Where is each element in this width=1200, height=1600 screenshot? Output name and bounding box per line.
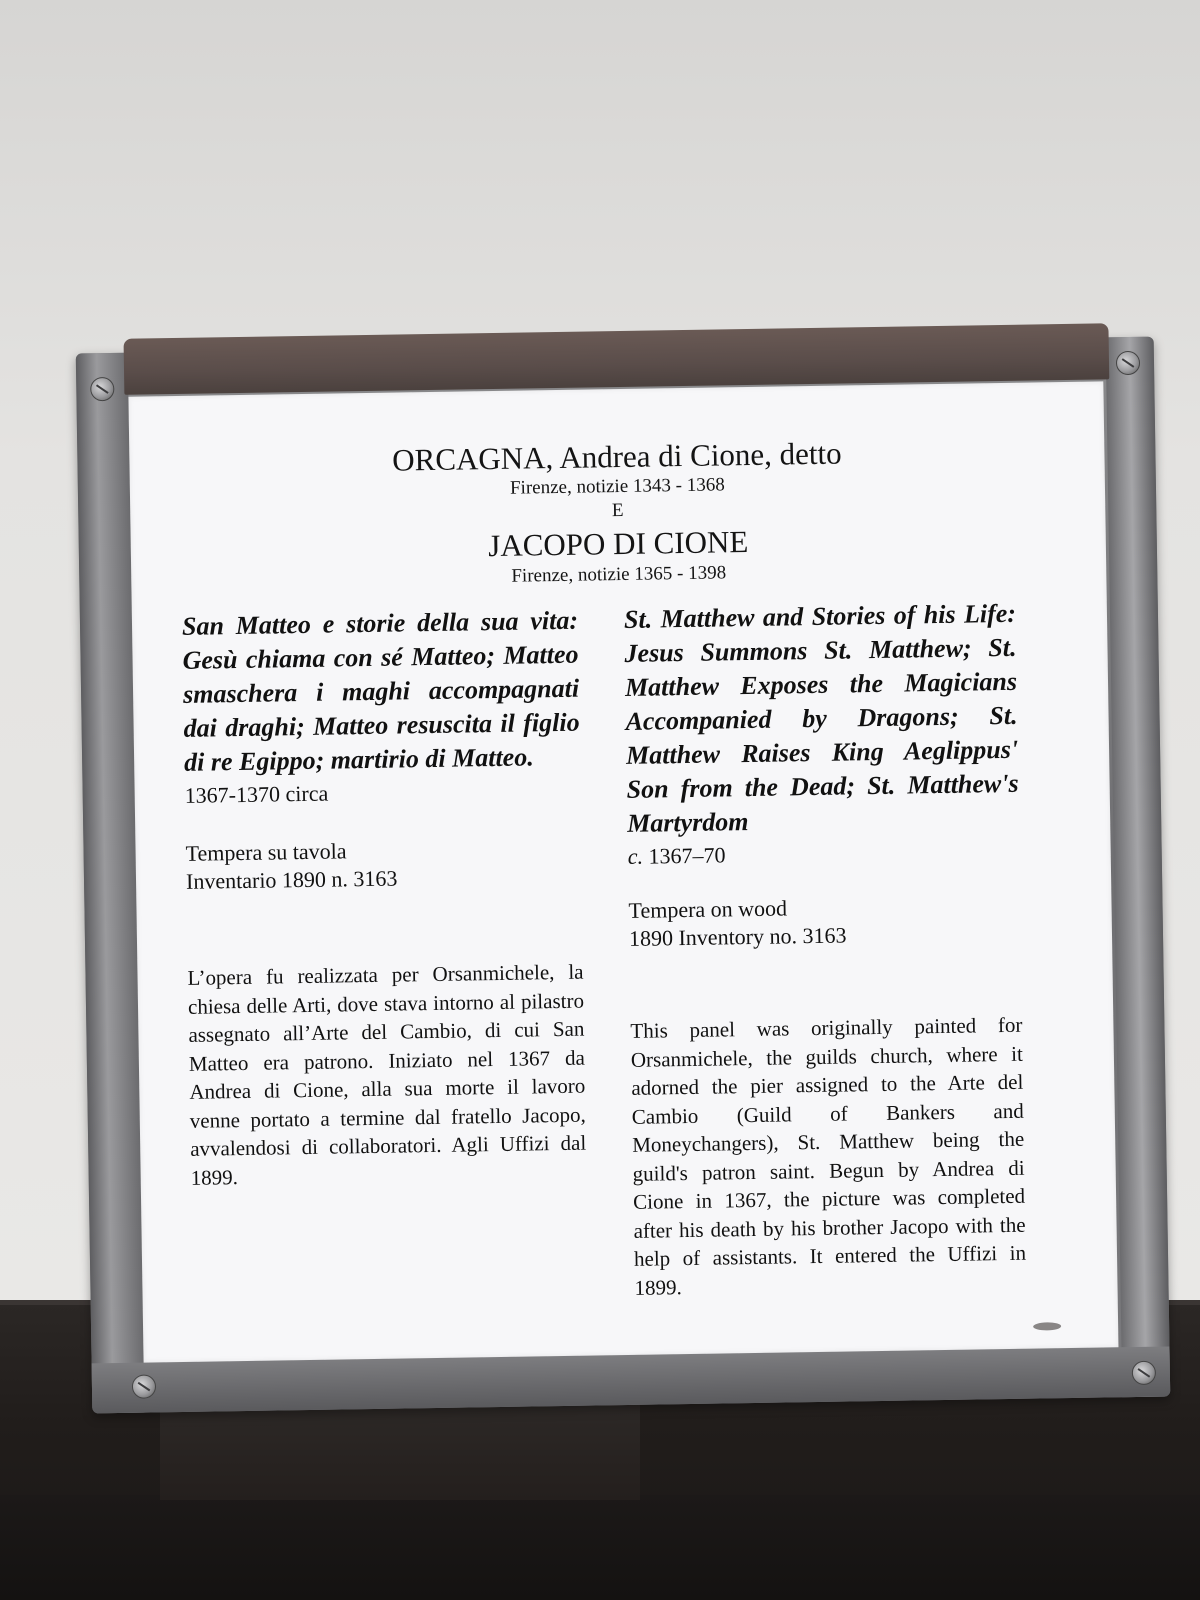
date-english: [627, 837, 1019, 871]
header: [129, 431, 1106, 594]
date-value-english: 1367–70: [648, 842, 726, 869]
artist-primary-note: Firenze, notizie 1343 - 1368: [509, 474, 725, 499]
label-card: [128, 381, 1118, 1362]
smudge-mark: [1033, 1322, 1061, 1330]
description-italian: L’opera fu realizzata per Orsanmichele, la chiesa delle Arti, dove stava intorno al pilastro assegnato all’Arte del Cambio, di cui San Matteo era patrono. Iniziato nel 1367 da Andrea di Cione, alla sua morte il lavoro venne portato a termine dal fratello Jacopo, avvalendosi di collaboratori. Agli Uffizi dal 1899.: [187, 959, 587, 1190]
inventory-italian: Inventario 1890 n. 3163: [185, 865, 398, 894]
inventory-english: 1890 Inventory no. 3163: [628, 922, 847, 951]
conjunction: E: [611, 499, 624, 522]
work-title-italian: San Matteo e storie della sua vita: Gesù chiama con sé Matteo; Matteo smaschera i maghi accompagnati dai draghi; Matteo resuscita il figlio di re Egippo; martirio di Matteo.: [181, 605, 580, 777]
medium-english: Tempera on wood: [628, 895, 788, 923]
artist-secondary-note: Firenze, notizie 1365 - 1398: [511, 562, 727, 587]
english-column: [624, 597, 1027, 1302]
artist-secondary: JACOPO DI CIONE: [487, 523, 749, 564]
work-title-english: St. Matthew and Stories of his Life: Jesus Summons St. Matthew; St. Matthew Exposes the Magicians Accompanied by Dragons; St. Matthew Raises King Aeglippus' Son from the Dead; St. Matthew's Martyrdom: [623, 598, 1019, 838]
medium-italian: Tempera su tavola: [185, 838, 347, 866]
artist-primary: ORCAGNA, Andrea di Cione, detto: [391, 435, 842, 478]
description-english: This panel was originally painted for Orsanmichele, the guilds church, where it adorned the pier assigned to the Arte del Cambio (Guild of Bankers and Moneychangers), St. Matthew being the guild's patron saint. Begun by Andrea di Cione in 1367, the picture was completed after his death by his brother Jacopo with the help of assistants. It entered the Uffizi in 1899.: [630, 1012, 1027, 1300]
plaque-frame: [76, 337, 1171, 1414]
ledge-band: [0, 1495, 1200, 1600]
date-prefix-english: c.: [627, 843, 644, 869]
date-italian: 1367-1370 circa: [184, 780, 329, 808]
italian-column: [182, 604, 587, 1192]
